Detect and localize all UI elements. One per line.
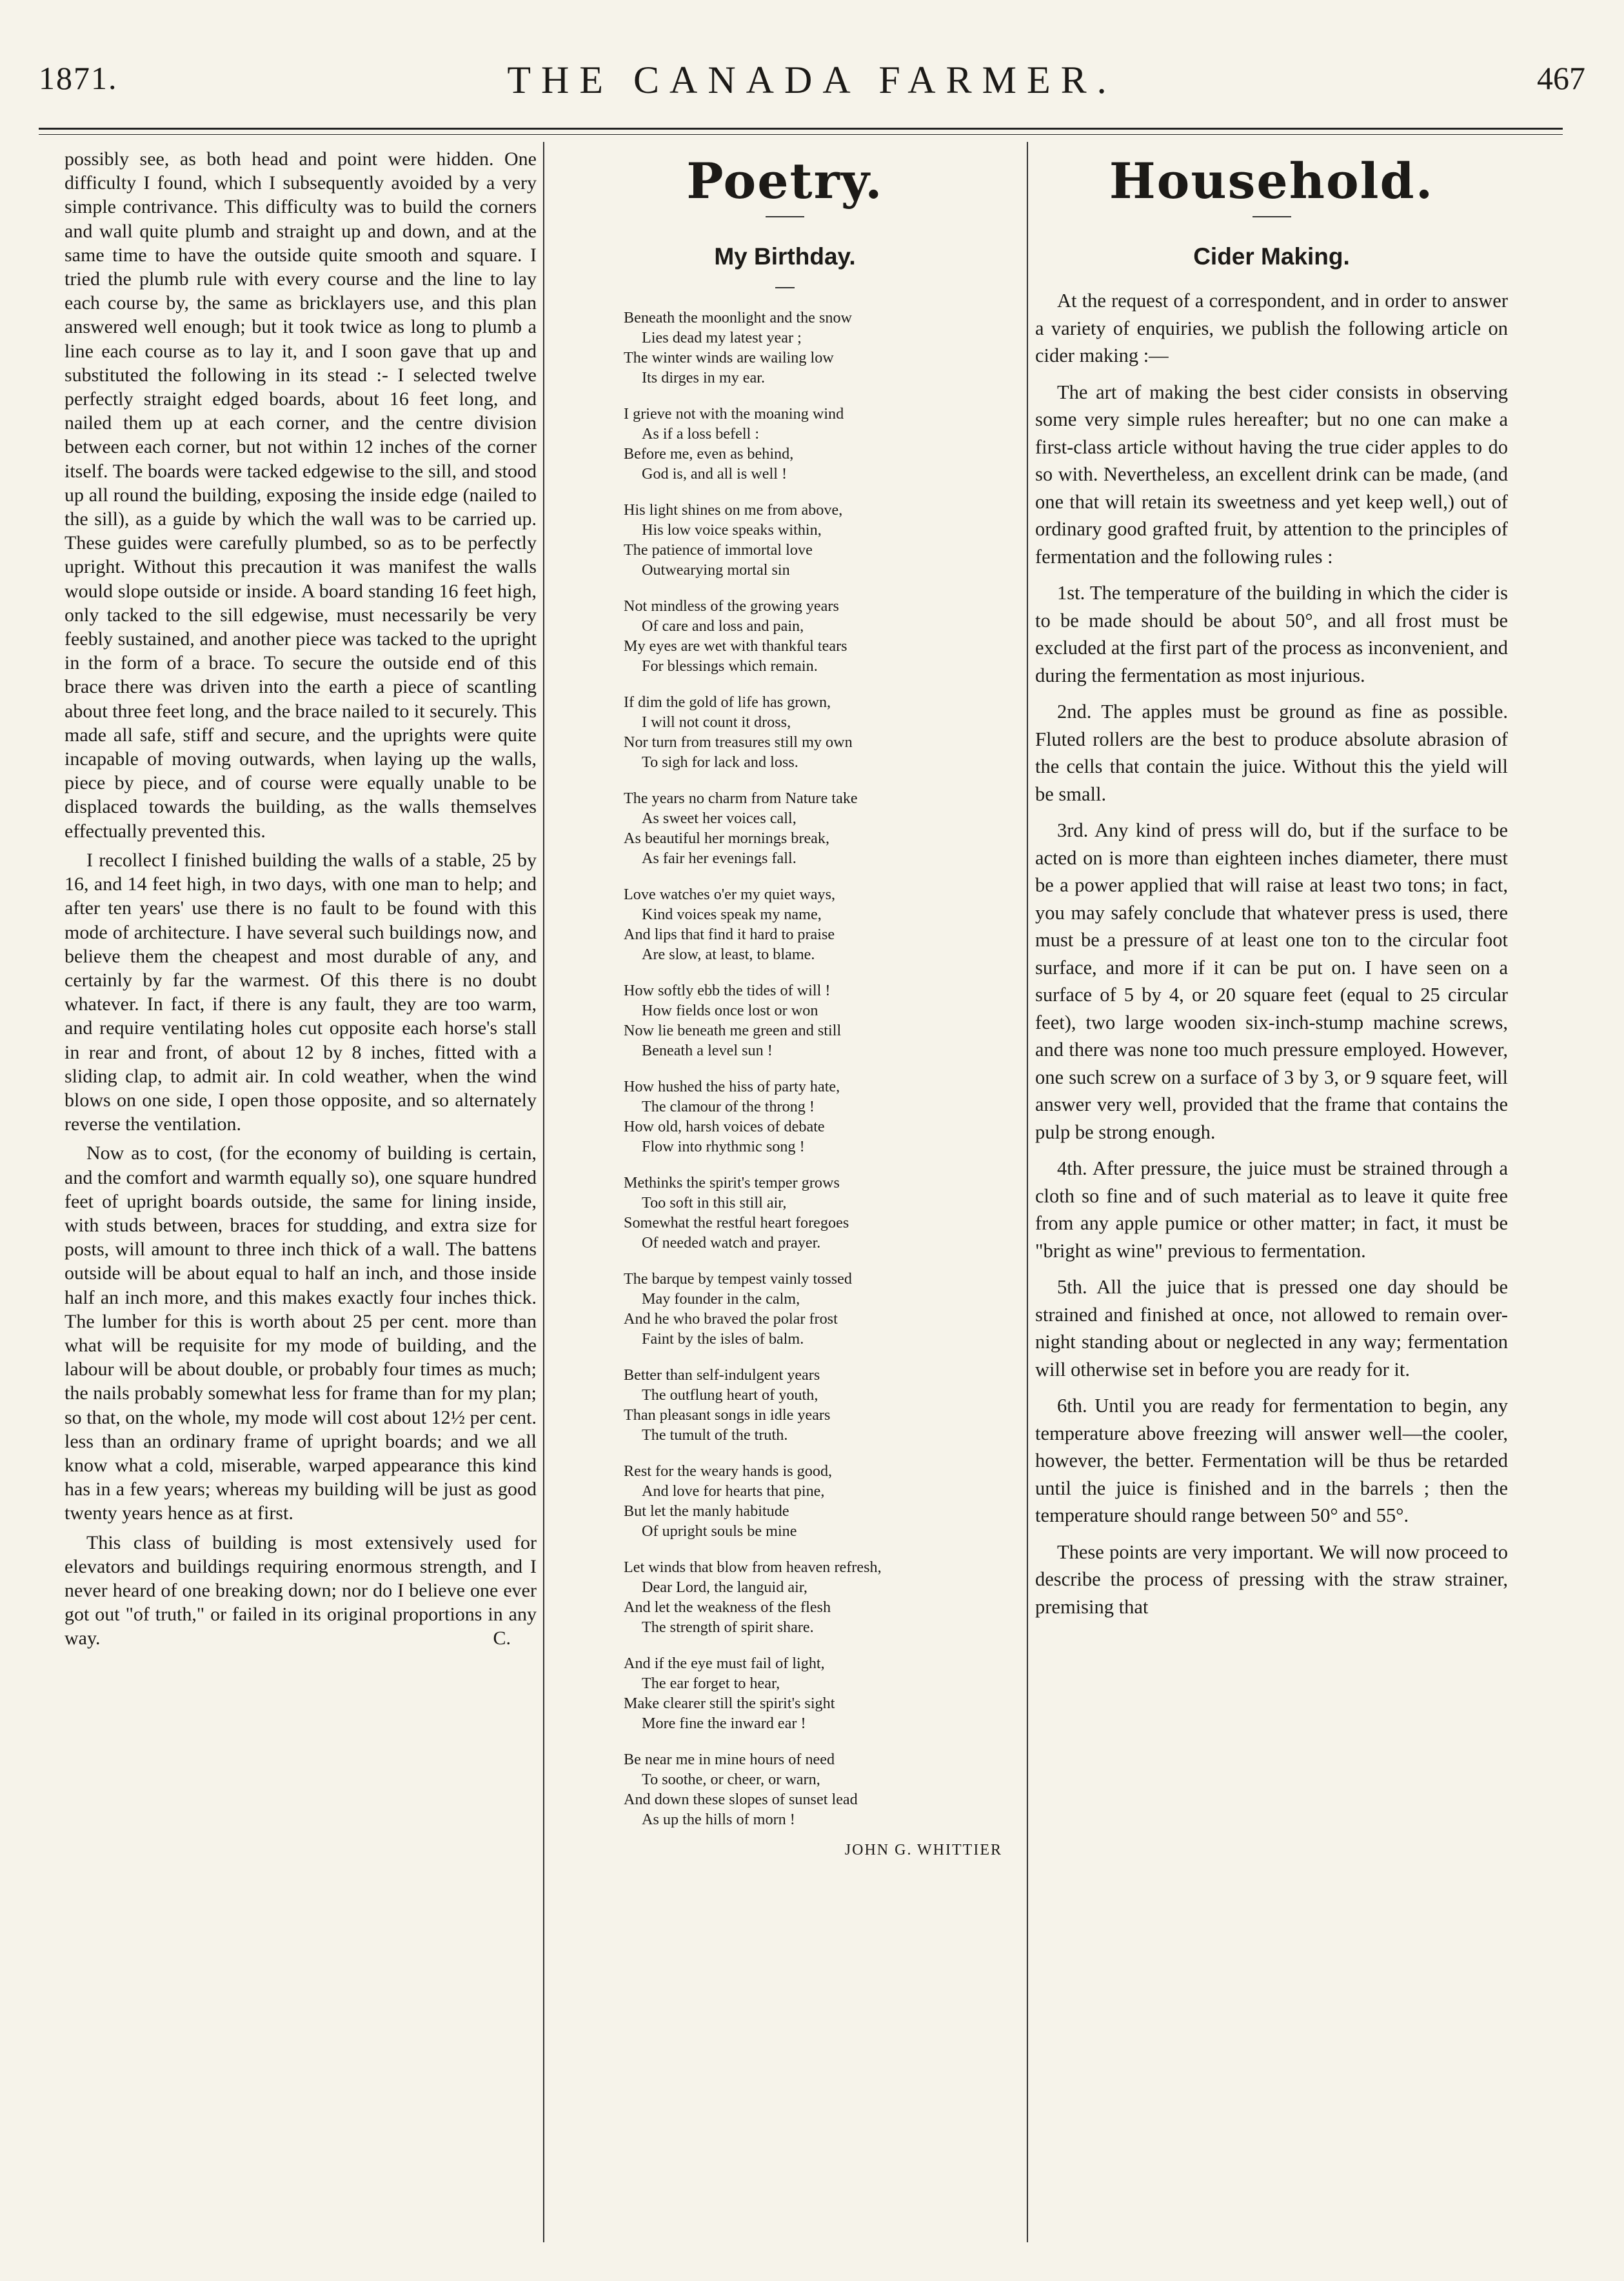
- article-paragraph: These points are very important. We will now proceed to describe the process of pressing with the straw strainer, premising that: [1035, 1540, 1508, 1618]
- poem-line: God is, and all is well !: [642, 465, 787, 483]
- poem-line: Better than self-indulgent years: [624, 1366, 820, 1384]
- poem-stanza: [624, 1749, 1014, 1829]
- cider-article-body: [1035, 287, 1508, 1620]
- poem-line: The patience of immortal love: [624, 541, 813, 559]
- poem-line: Its dirges in my ear.: [642, 369, 766, 386]
- poem-stanza: [624, 1269, 1014, 1349]
- poem-line: The outflung heart of youth,: [642, 1386, 818, 1404]
- poem-stanza: [624, 500, 1014, 580]
- poem-line: Of care and loss and pain,: [642, 617, 804, 635]
- poem-line: And love for hearts that pine,: [642, 1482, 825, 1500]
- poem-line: The strength of spirit share.: [642, 1619, 814, 1636]
- poem-line: The years no charm from Nature take: [624, 790, 858, 807]
- poem-line: Outwearying mortal sin: [642, 561, 790, 579]
- heading-rule: [766, 216, 804, 217]
- household-department-heading: Household.: [1109, 152, 1434, 210]
- poem-line: The clamour of the throng !: [642, 1098, 815, 1115]
- poem-line: If dim the gold of life has grown,: [624, 693, 831, 711]
- poem-line: To sigh for lack and loss.: [642, 753, 798, 771]
- article-paragraph: 3rd. Any kind of press will do, but if the surface to be acted on is more than eighteen inches diameter, there must be a power applied that will raise at least two tons; in fact, you may safely conclude that whatever press is used, there must be a pressure of at least one ton to the circular foot surface, and more if it can be put on. I have seen on a surface of 5 by 4, or 20 square feet (equal to 25 circular feet), two large wooden six-inch-stump machine screws, and there was none too much pressure employed. However, one such screw on a surface of 3 by 3, or 9 square feet, will answer very well, provided that the frame that contains the pulp be strong enough.: [1035, 819, 1508, 1143]
- poem-line: Of upright souls be mine: [642, 1522, 797, 1540]
- cider-article-title: Cider Making.: [1193, 243, 1350, 270]
- poem-stanza: [624, 692, 1014, 772]
- poem-line: More fine the inward ear !: [642, 1715, 806, 1732]
- poem-line: The tumult of the truth.: [642, 1426, 788, 1444]
- poem-line: Faint by the isles of balm.: [642, 1330, 804, 1348]
- poem-line: The winter winds are wailing low: [624, 349, 834, 366]
- poetry-department-heading: Poetry.: [686, 152, 884, 210]
- poem-line: The barque by tempest vainly tossed: [624, 1270, 852, 1288]
- poem-line: Too soft in this still air,: [642, 1194, 787, 1211]
- poetry-column: [556, 147, 1014, 2242]
- article-paragraph: Now as to cost, (for the economy of building is certain, and the comfort and warmth equally so), one square hundred feet of upright boards outside, the same for lining inside, with studs between, braces for studding, and extra size for posts, will amount to three inch thick of a wall. The battens outside will be about equal to half an inch, and those inside half an inch more, and this makes exactly four inches thick. The lumber for this is worth about 25 per cent. more than what will be requisite for my mode of building, and the labour will be about double, or probably four times as much; the nails probably somewhat less for frame than for my plan; so that, on the whole, my mode will cost about 12½ per cent. less than an ordinary frame of upright boards; and we all know what a cold, miserable, warped appearance this kind has in a few years; whereas my building will be just as good twenty years hence as at first.: [64, 1142, 537, 1524]
- poem-stanza: [624, 1173, 1014, 1253]
- poem-line: As if a loss befell :: [642, 425, 760, 443]
- poem-stanza: [624, 788, 1014, 868]
- poem-line: Of needed watch and prayer.: [642, 1234, 821, 1251]
- building-article-body: [64, 147, 537, 1651]
- column-divider: [543, 142, 544, 2242]
- poem-stanza: [624, 1461, 1014, 1541]
- article-paragraph: I recollect I finished building the walls of a stable, 25 by 16, and 14 feet high, in two days, with one man to help; and after ten years' use there is no fault to be found with this mode of architecture. I have several such buildings now, and believe them the cheapest and most durable of any, and certainly by far the warmest. Of this there is no doubt whatever. In fact, if there is any fault, they are too warm, and require ventilating holes cut opposite each horse's stall in rear and front, of about 12 by 8 inches, fitted with a sliding clap, to admit air. In cold weather, when the wind blows on one side, I open those opposite, and so alternately reverse the ventilation.: [64, 849, 537, 1135]
- header-rule-thin: [39, 134, 1563, 135]
- poem-line: I will not count it dross,: [642, 713, 791, 731]
- poem-line: Dear Lord, the languid air,: [642, 1579, 807, 1596]
- poem-line: Rest for the weary hands is good,: [624, 1462, 833, 1480]
- poem-line: Are slow, at least, to blame.: [642, 946, 815, 963]
- article-paragraph: 4th. After pressure, the juice must be strained through a cloth so fine and of such material as to leave it quite free from any apple pumice or other matter; in fact, it must be "bright as wine" previous to fermentation.: [1035, 1157, 1508, 1262]
- poem-line: Somewhat the restful heart foregoes: [624, 1214, 849, 1231]
- poem-title: My Birthday.: [714, 243, 856, 270]
- heading-rule: [1253, 216, 1291, 217]
- poem-line: Not mindless of the growing years: [624, 597, 839, 615]
- poem-line: Make clearer still the spirit's sight: [624, 1695, 835, 1712]
- household-column: [1035, 147, 1508, 2242]
- poem-line: Methinks the spirit's temper grows: [624, 1174, 840, 1191]
- poem-line: Before me, even as behind,: [624, 445, 794, 463]
- poem-line: Now lie beneath me green and still: [624, 1022, 842, 1039]
- poem-line: Beneath a level sun !: [642, 1042, 773, 1059]
- header-rule: [39, 128, 1563, 130]
- article-paragraph: 6th. Until you are ready for fermentation to begin, any temperature above freezing will answer well—the cooler, however, the better. Fermentation will be thus be retarded until the juice is finished and in the barrels ; then the temperature should range between 50° and 55°.: [1035, 1395, 1508, 1526]
- poem-stanza: [624, 1365, 1014, 1445]
- article-paragraph: 1st. The temperature of the building in which the cider is to be made should be about 50°, and all frost must be excluded at the first part of the process as inconvenient, and during the fermentation as most injurious.: [1035, 582, 1508, 686]
- issue-year: 1871.: [39, 60, 118, 96]
- poem-stanza: [624, 884, 1014, 964]
- poem-stanza: [624, 1653, 1014, 1733]
- article-paragraph: possibly see, as both head and point were hidden. One difficulty I found, which I subsequently avoided by a very simple contrivance. This difficulty was to build the corners and wall quite plumb and straight up and down, and at the same time to have the outside quite smooth and square. I tried the plumb rule with every course and the line to lay each course by, the same as bricklayers use, and this plan answered well enough; but it took twice as long to plumb a line each course as to lay it, and I soon gave that up and substituted the following in its stead :- I selected twelve perfectly straight edged boards, about 16 feet long, and nailed them up at each corner, and the centre division between each corner, but not within 12 inches of the corner itself. The boards were tacked edgewise to the sill, and stood up all round the building, exposing the inside edge (nailed to the sill), as a guide by which the wall was to be carried up. These guides were carefully plumbed, so as to be perfectly upright. Without this precaution it was manifest the walls would slope outside or inside. A board standing 16 feet high, only tacked to the sill edgewise, must necessarily be very feebly sustained, and another piece was tacked to the upright in the form of a brace. To secure the outside end of this brace there was driven into the earth a piece of scantling about three feet long, and the brace nailed to it securely. This made all safe, stiff and secure, and the uprights were quite incapable of moving outwards, when laying up the walls, piece by piece, and of course were equally unable to be displaced towards the building, as the walls themselves effectually prevented this.: [64, 148, 537, 842]
- poem-stanza: [624, 981, 1014, 1061]
- poem-line: The ear forget to hear,: [642, 1675, 780, 1692]
- poem-line: As fair her evenings fall.: [642, 850, 797, 867]
- article-paragraph: This class of building is most extensively used for elevators and buildings requiring enormous strength, and I never heard of one breaking down; nor do I believe one ever got out "of truth," or failed in its original proportions in any way.: [64, 1531, 537, 1649]
- poem-line: Kind voices speak my name,: [642, 906, 822, 923]
- article-signature: C.: [493, 1627, 511, 1649]
- poem-line: For blessings which remain.: [642, 657, 818, 675]
- column-divider: [1027, 142, 1028, 2242]
- title-rule: [775, 287, 795, 288]
- poem-line: And if the eye must fail of light,: [624, 1655, 825, 1672]
- poem-line: Love watches o'er my quiet ways,: [624, 886, 836, 903]
- poem-line: And he who braved the polar frost: [624, 1310, 838, 1328]
- poem-stanza: [624, 1077, 1014, 1157]
- poem-line: Beneath the moonlight and the snow: [624, 309, 853, 326]
- poem-line: How hushed the hiss of party hate,: [624, 1078, 840, 1095]
- poem-line: Nor turn from treasures still my own: [624, 733, 853, 751]
- poem-line: How fields once lost or won: [642, 1002, 818, 1019]
- poem-line: And down these slopes of sunset lead: [624, 1791, 858, 1808]
- poem-line: Lies dead my latest year ;: [642, 329, 802, 346]
- poem-line: May founder in the calm,: [642, 1290, 800, 1308]
- poem-line: His light shines on me from above,: [624, 501, 843, 519]
- poem-stanza: [624, 308, 1014, 388]
- poem-author: JOHN G. WHITTIER: [844, 1842, 1002, 1858]
- poem-line: And let the weakness of the flesh: [624, 1599, 831, 1616]
- masthead-title: THE CANADA FARMER.: [507, 59, 1117, 101]
- poem-line: As up the hills of morn !: [642, 1811, 795, 1828]
- poem-line: Than pleasant songs in idle years: [624, 1406, 831, 1424]
- poem-line: And lips that find it hard to praise: [624, 926, 835, 943]
- poem-line: My eyes are wet with thankful tears: [624, 637, 847, 655]
- poem-stanza: [624, 1557, 1014, 1637]
- poem-line: His low voice speaks within,: [642, 521, 822, 539]
- poem-line: Be near me in mine hours of need: [624, 1751, 835, 1768]
- poem-line: I grieve not with the moaning wind: [624, 405, 844, 423]
- poem-body: [556, 308, 1014, 1829]
- building-article-column: [64, 147, 537, 2242]
- poem-line: How old, harsh voices of debate: [624, 1118, 825, 1135]
- poem-line: How softly ebb the tides of will !: [624, 982, 831, 999]
- poem-stanza: [624, 596, 1014, 676]
- page-header: [39, 46, 1585, 117]
- page-number: 467: [1537, 60, 1585, 96]
- article-paragraph: 5th. All the juice that is pressed one day should be strained and finished at once, not allowed to remain over-night standing about or neglected in any way; fermentation will otherwise set in before you are ready for it.: [1035, 1276, 1508, 1380]
- poem-line: Let winds that blow from heaven refresh,: [624, 1559, 882, 1576]
- article-paragraph: At the request of a correspondent, and in order to answer a variety of enquiries, we publish the following article on cider making :—: [1035, 290, 1508, 366]
- article-paragraph: 2nd. The apples must be ground as fine as possible. Fluted rollers are the best to produce absolute abrasion of the cells that contain the juice. Without this the yield will be small.: [1035, 701, 1508, 805]
- poem-line: Flow into rhythmic song !: [642, 1138, 805, 1155]
- poem-line: As sweet her voices call,: [642, 810, 797, 827]
- poem-line: As beautiful her mornings break,: [624, 830, 830, 847]
- poem-line: To soothe, or cheer, or warn,: [642, 1771, 820, 1788]
- article-paragraph: The art of making the best cider consists in observing some very simple rules hereafter; but no one can make a first-class article without having the true cider apples to do so with. Nevertheless, an excellent drink can be made, (and one that will retain its sweetness and yet keep well,) out of ordinary good grafted fruit, by attention to the principles of fermentation and the following rules :: [1035, 381, 1508, 568]
- poem-stanza: [624, 404, 1014, 484]
- poem-line: But let the manly habitude: [624, 1502, 789, 1520]
